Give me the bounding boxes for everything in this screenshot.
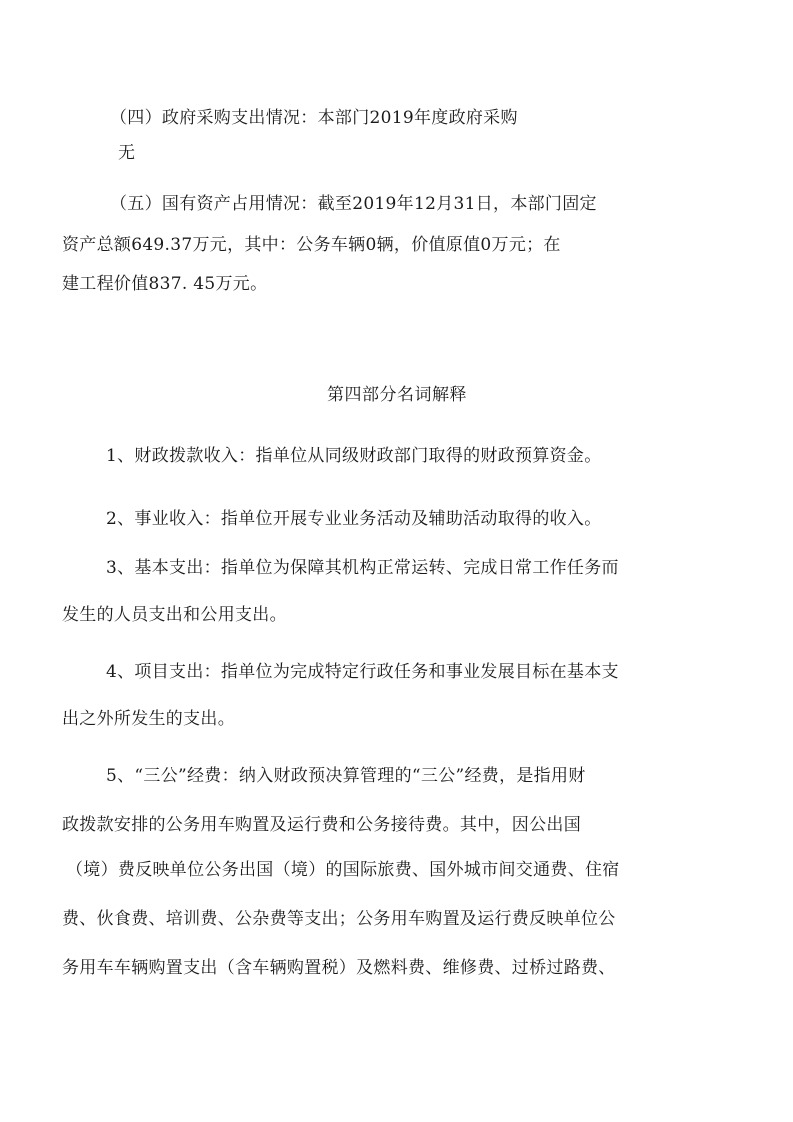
item-3-line-2: 发生的人员支出和公用支出。: [62, 605, 287, 625]
part-4-title: 第四部分名词解释: [327, 385, 467, 405]
item-4-line-2: 出之外所发生的支出。: [62, 709, 235, 729]
item-5-line-4: 费、伙食费、培训费、公杂费等支出；公务用车购置及运行费反映单位公: [62, 909, 616, 929]
item-4-line-1: 4、项目支出：指单位为完成特定行政任务和事业发展目标在基本支: [106, 662, 619, 682]
item-5-line-5: 务用车车辆购置支出（含车辆购置税）及燃料费、维修费、过桥过路费、: [62, 958, 616, 978]
item-2-line-1: 2、事业收入：指单位开展专业业务活动及辅助活动取得的收入。: [106, 509, 602, 529]
item-1-line-1: 1、财政拨款收入：指单位从同级财政部门取得的财政预算资金。: [106, 446, 602, 466]
item-5-line-2: 政拨款安排的公务用车购置及运行费和公务接待费。其中，因公出国: [62, 815, 581, 835]
section-5-line-3: 建工程价值837. 45万元。: [62, 274, 268, 294]
section-5-line-1: （五）国有资产占用情况：截至2019年12月31日，本部门固定: [110, 194, 597, 214]
section-4-line-2: 无: [118, 143, 136, 163]
item-3-line-1: 3、基本支出：指单位为保障其机构正常运转、完成日常工作任务而: [106, 558, 619, 578]
section-5-line-2: 资产总额649.37万元，其中：公务车辆0辆，价值原值0万元；在: [62, 235, 561, 255]
item-5-line-1: 5、“三公”经费：纳入财政预决算管理的“三公”经费，是指用财: [106, 766, 586, 786]
item-5-line-3: （境）费反映单位公务出国（境）的国际旅费、国外城市间交通费、住宿: [66, 860, 620, 880]
section-4-line-1: （四）政府采购支出情况：本部门2019年度政府采购: [110, 108, 518, 128]
